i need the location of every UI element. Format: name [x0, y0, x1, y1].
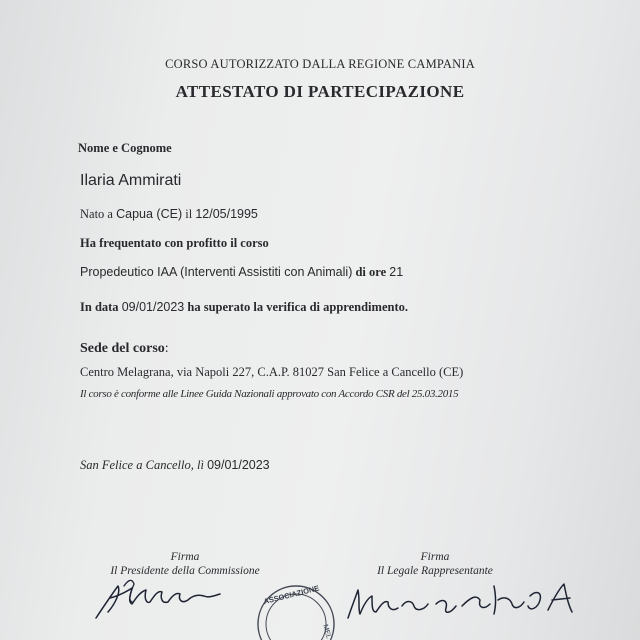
seat-label: Sede del corso [80, 341, 165, 356]
participant-name: Ilaria Ammirati [80, 172, 182, 189]
left-signature-title: Firma [170, 551, 200, 563]
closing-date: 09/01/2023 [207, 458, 270, 472]
certificate-title: ATTESTATO DI PARTECIPAZIONE [175, 82, 465, 101]
stamp-text-partial: MEL [321, 623, 332, 640]
birth-date: 12/05/1995 [195, 207, 258, 221]
verify-date: 09/01/2023 [121, 300, 185, 314]
birth-place: Capua (CE) [116, 207, 183, 221]
attended-statement: Ha frequentato con profitto il corso [80, 236, 269, 250]
verify-suffix: ha superato la verifica di apprendimento. [184, 300, 408, 314]
closing-place: San Felice a Cancello, lì [80, 458, 208, 472]
left-signature-role: Il Presidente della Commissione [110, 565, 260, 577]
conformity-note: Il corso è conforme alle Linee Guida Nazionali approvato con Accordo CSR del 25.03.2015 [80, 388, 459, 400]
right-signature-role: Il Legale Rappresentante [377, 565, 493, 577]
birth-mid: il [182, 207, 196, 221]
hours-label: di ore [352, 265, 390, 279]
stamp-text: ASSOCIAZIONE [262, 583, 321, 607]
course-hours: 21 [389, 265, 404, 279]
verify-prefix: In data [80, 300, 122, 314]
right-signature-title: Firma [420, 551, 450, 563]
name-label: Nome e Cognome [78, 141, 172, 155]
course-name: Propedeutico IAA (Interventi Assistiti con Animali) [80, 265, 353, 279]
authorization-header: CORSO AUTORIZZATO DALLA REGIONE CAMPANIA [165, 57, 475, 71]
birth-prefix: Nato a [80, 207, 117, 221]
seat-address: Centro Melagrana, via Napoli 227, C.A.P. 81027 San Felice a Cancello (CE) [80, 365, 464, 379]
seat-colon: : [164, 341, 169, 356]
